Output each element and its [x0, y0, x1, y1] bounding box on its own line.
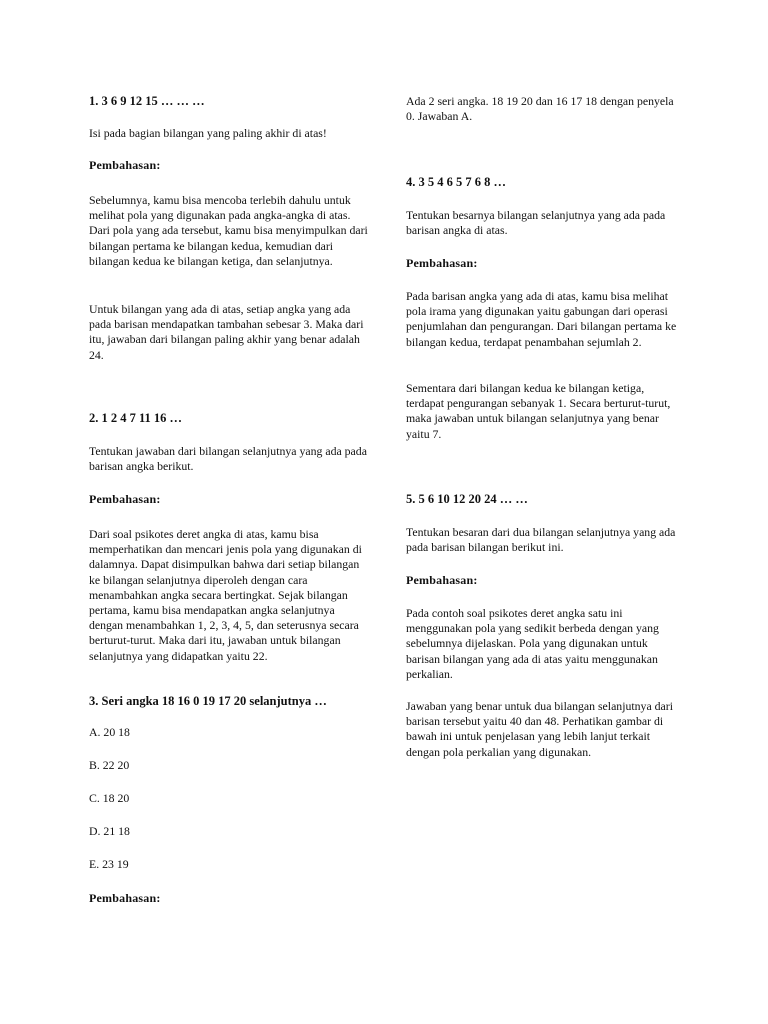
question-2-heading: Pembahasan:: [89, 492, 161, 506]
question-3-option-c: C. 18 20: [89, 791, 130, 805]
question-2-title: 2. 1 2 4 7 11 16 …: [89, 411, 183, 425]
question-3-option-e: E. 23 19: [89, 857, 129, 871]
question-1-explanation-1: Sebelumnya, kamu bisa mencoba terlebih dahulu untuk melihat pola yang digunakan pada angka-angka di atas. Dari pola yang ada tersebut, kamu bisa menyimpulkan dari bilangan pertama ke bilangan kedua, kemudian dari bilangan kedua ke bilangan ketiga, dan selanjutnya.: [89, 193, 368, 268]
question-5-prompt: Tentukan besaran dari dua bilangan selanjutnya yang ada pada barisan bilangan berikut ini.: [406, 525, 676, 555]
question-4-title: 4. 3 5 4 6 5 7 6 8 …: [406, 175, 506, 189]
question-3-answer: Ada 2 seri angka. 18 19 20 dan 16 17 18 dengan penyela 0. Jawaban A.: [406, 94, 674, 124]
question-4-heading: Pembahasan:: [406, 256, 478, 270]
question-4-prompt: Tentukan besarnya bilangan selanjutnya yang ada pada barisan angka di atas.: [406, 208, 666, 238]
question-1-explanation-2: Untuk bilangan yang ada di atas, setiap angka yang ada pada barisan mendapatkan tambahan sebesar 3. Maka dari itu, jawaban dari bilangan paling akhir yang benar adalah 24.: [89, 302, 364, 362]
question-5-title: 5. 5 6 10 12 20 24 … …: [406, 492, 528, 506]
question-1-heading: Pembahasan:: [89, 158, 161, 172]
question-2-explanation-1: Dari soal psikotes deret angka di atas, kamu bisa memperhatikan dan mencari jenis pola yang digunakan di dalamnya. Dapat disimpulkan bahwa dari setiap bilangan ke bilangan selanjutnya diperoleh dengan cara menambahkan angka secara bertingkat. Sejak bilangan pertama, kamu bisa mendapatkan angka selanjutnya dengan menambahkan 1, 2, 3, 4, 5, dan seterusnya secara berturut-turut. Maka dari itu, jawaban untuk bilangan selanjutnya yang didapatkan yaitu 22.: [89, 527, 362, 663]
question-3-option-b: B. 22 20: [89, 758, 130, 772]
question-5-heading: Pembahasan:: [406, 573, 478, 587]
question-4-explanation-2: Sementara dari bilangan kedua ke bilangan ketiga, terdapat pengurangan sebanyak 1. Secara berturut-turut, maka jawaban untuk bilangan selanjutnya yang benar yaitu 7.: [406, 381, 671, 441]
question-5-explanation-1: Pada contoh soal psikotes deret angka satu ini menggunakan pola yang sedikit berbeda dengan yang sebelumnya dijelaskan. Pola yang digunakan untuk barisan bilangan yang ada di atas yaitu menggunakan perkalian.: [406, 606, 659, 681]
question-4-explanation-1: Pada barisan angka yang ada di atas, kamu bisa melihat pola irama yang digunakan yaitu gabungan dari operasi penjumlahan dan pengurangan. Dari bilangan pertama ke bilangan kedua, terdapat penambahan sejumlah 2.: [406, 289, 677, 349]
question-3-option-d: D. 21 18: [89, 824, 130, 838]
question-3-title: 3. Seri angka 18 16 0 19 17 20 selanjutnya …: [89, 694, 327, 708]
question-3-heading: Pembahasan:: [89, 891, 161, 905]
question-2-prompt: Tentukan jawaban dari bilangan selanjutnya yang ada pada barisan angka berikut.: [89, 444, 367, 474]
question-1-title: 1. 3 6 9 12 15 … … …: [89, 94, 205, 108]
question-3-option-a: A. 20 18: [89, 725, 130, 739]
question-5-explanation-2: Jawaban yang benar untuk dua bilangan selanjutnya dari barisan tersebut yaitu 40 dan 48. Perhatikan gambar di bawah ini untuk penjelasan yang lebih lanjut terkait dengan pola perkalian yang digunakan.: [406, 699, 673, 759]
question-1-prompt: Isi pada bagian bilangan yang paling akhir di atas!: [89, 126, 327, 140]
